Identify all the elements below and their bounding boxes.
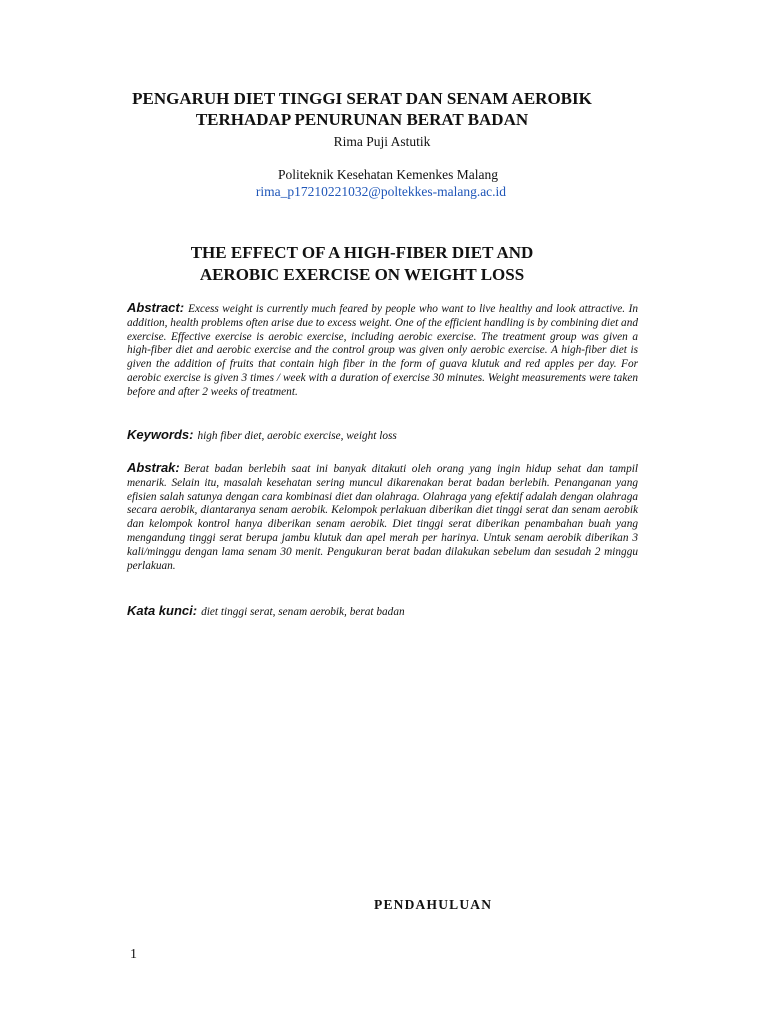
title-english-line-2: AEROBIC EXERCISE ON WEIGHT LOSS xyxy=(199,265,525,284)
title-english-line-1: THE EFFECT OF A HIGH-FIBER DIET AND xyxy=(190,243,534,262)
kata-kunci-label: Kata kunci: xyxy=(127,603,198,618)
keywords-text: high fiber diet, aerobic exercise, weight loss xyxy=(197,430,397,442)
abstrak-label: Abstrak: xyxy=(127,460,180,475)
keywords-label: Keywords: xyxy=(127,427,194,442)
title-english xyxy=(60,242,664,286)
abstrak-paragraph xyxy=(127,461,638,573)
email-link[interactable]: rima_p17210221032@poltekkes-malang.ac.id xyxy=(255,184,507,199)
page-number: 1 xyxy=(130,947,137,962)
keywords-paragraph xyxy=(127,428,638,444)
institution-name: Politeknik Kesehatan Kemenkes Malang xyxy=(277,167,499,182)
title-indonesian xyxy=(60,88,664,130)
author-name: Rima Puji Astutik xyxy=(333,134,431,149)
title-indonesian-line-2: TERHADAP PENURUNAN BERAT BADAN xyxy=(195,110,529,129)
author-line xyxy=(0,133,768,150)
abstract-paragraph xyxy=(127,301,638,400)
kata-kunci-text: diet tinggi serat, senam aerobik, berat badan xyxy=(201,606,405,618)
affiliation xyxy=(0,166,768,200)
kata-kunci-paragraph xyxy=(127,604,638,620)
title-indonesian-line-1: PENGARUH DIET TINGGI SERAT DAN SENAM AEROBIK xyxy=(132,89,592,108)
abstract-text: Excess weight is currently much feared by people who want to live healthy and look attractive. In addition, health problems often arise due to excess weight. One of the efficient handling is by combining diet and exercise. Effective exercise is aerobic exercise, including aerobic exercise. The treatment group was given a high-fiber diet and aerobic exercise and the control group was given only aerobic exercise. A high-fiber diet is given the addition of fruits that contain high fiber in the form of guava klutuk and red apples per day. For aerobic exercise is given 3 times / week with a duration of exercise 30 minutes. Weight measurements were taken before and after 2 weeks of treatment. xyxy=(127,303,638,398)
section-heading: PENDAHULUAN xyxy=(374,897,493,912)
abstract-label: Abstract: xyxy=(127,300,185,315)
abstrak-text: Berat badan berlebih saat ini banyak ditakuti oleh orang yang ingin hidup sehat dan tampil menarik. Selain itu, masalah kesehatan sering muncul dikarenakan berat badan berlebih. Penanganan yang efisien salah satunya dengan cara kombinasi diet dan olahraga. Olahraga yang efektif adalah dengan olahraga secara aerobik, diantaranya senam aerobik. Kelompok perlakuan diberikan diet tinggi serat dan senam aerobik dan kelompok kontrol hanya diberikan senam aerobik. Diet tinggi serat diberikan penambahan buah yang mengandung tinggi serat berupa jambu klutuk dan apel merah per harinya. Untuk senam aerobik diberikan 3 kali/minggu dengan lama senam 30 menit. Pengukuran berat badan dilakukan sebelum dan sesudah 2 minggu perlakuan. xyxy=(127,463,638,572)
